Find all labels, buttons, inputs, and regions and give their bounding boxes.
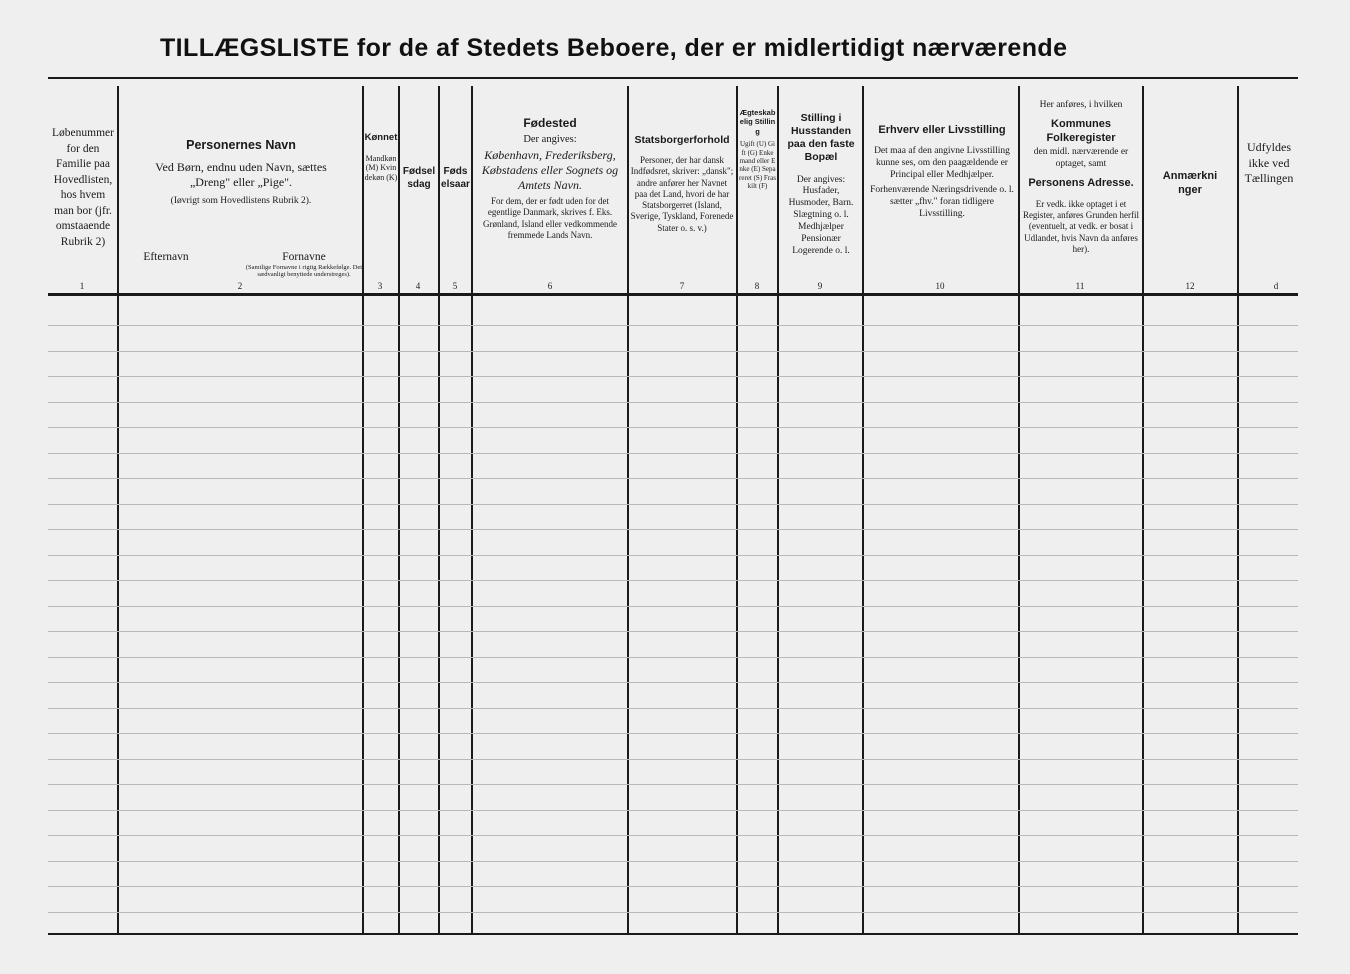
ruled-line xyxy=(48,912,1298,913)
column-divider xyxy=(777,86,779,934)
column-1-header: Løbenummer for den Familie paa Hovedlisten, hos hvem man bor (jfr. omstaaende Rubrik 2) xyxy=(52,127,114,248)
ruled-line xyxy=(48,325,1298,326)
column-9-header xyxy=(781,112,861,258)
ruled-line xyxy=(48,529,1298,530)
ruled-line xyxy=(48,427,1298,428)
column-3-header xyxy=(364,132,398,183)
title-part2: for de af Stedets Beboere, der er xyxy=(356,34,757,62)
bottom-rule xyxy=(48,933,1298,935)
column-8-body: Ugift (U) Gift (G) Enkemand eller Enke (E) Separeret (S) Fraskilt (F) xyxy=(739,140,776,191)
column-2-line3: (Iøvrigt som Hovedlistens Rubrik 2). xyxy=(170,195,312,206)
column-2-title: Personernes Navn xyxy=(186,138,296,152)
column-divider xyxy=(362,86,364,934)
column-divider xyxy=(1237,86,1239,934)
ruled-line xyxy=(48,580,1298,581)
title-part1: TILLÆGSLISTE xyxy=(160,34,350,62)
column-11-body: Er vedk. ikke optaget i et Register, anføres Grunden herfil (eventuelt, at vedk. er bosat i Udlandet, hvis Navn da anføres her). xyxy=(1022,198,1140,254)
column-2-line2: „Dreng" eller „Pige". xyxy=(189,174,293,189)
column-number: 5 xyxy=(452,281,458,291)
column-divider xyxy=(862,86,864,934)
column-divider xyxy=(1142,86,1144,934)
form-title xyxy=(160,34,1200,63)
column-number: d xyxy=(1273,281,1279,291)
column-10-body: Det maa af den angivne Livsstilling kunne ses, om den paagældende er Principal eller Medhjælper. xyxy=(874,145,1010,180)
ruled-line xyxy=(48,606,1298,607)
column-11-title2: Personens Adresse. xyxy=(1028,177,1134,190)
column-2-forenames-note: (Samtlige Fornavne i rigtig Rækkefølge. Det sædvanligt benyttede understreges). xyxy=(245,264,363,279)
column-divider xyxy=(627,86,629,934)
ruled-line xyxy=(48,504,1298,505)
column-11-title: Kommunes Folkeregister xyxy=(1046,117,1116,144)
column-number: 1 xyxy=(79,281,85,291)
column-4-header: Fødselsdag xyxy=(402,166,436,190)
column-6-header xyxy=(476,116,624,241)
ruled-line xyxy=(48,478,1298,479)
column-11-line1: den midl. nærværende er optaget, samt xyxy=(1033,147,1129,170)
column-d-header: Udfyldes ikke ved Tællingen xyxy=(1244,140,1294,186)
column-10-body2: Forhenværende Næringsdrivende o. l. sætter „fhv." foran tidligere Livsstilling. xyxy=(870,185,1014,220)
column-number: 12 xyxy=(1185,281,1195,291)
ruled-line xyxy=(48,861,1298,862)
ruled-line xyxy=(48,733,1298,734)
column-2-forenames-label: Fornavne xyxy=(282,251,326,263)
ruled-line xyxy=(48,835,1298,836)
column-number: 7 xyxy=(679,281,685,291)
title-part3: midlertidigt nærværende xyxy=(763,34,1068,62)
column-number: 8 xyxy=(754,281,760,291)
column-number: 11 xyxy=(1075,281,1085,291)
column-12-header: Anmærkninger xyxy=(1162,170,1218,196)
column-7-title: Statsborgerforhold xyxy=(634,134,730,146)
ruled-line xyxy=(48,708,1298,709)
column-divider xyxy=(398,86,400,934)
ruled-line xyxy=(48,402,1298,403)
ruled-line xyxy=(48,682,1298,683)
column-7-header xyxy=(630,134,734,234)
column-number: 6 xyxy=(547,281,553,291)
column-5-header: Fødselsaar xyxy=(441,166,470,190)
ruled-line xyxy=(48,351,1298,352)
column-3-body: Mandkøn (M) Kvindekøn (K) xyxy=(364,153,398,183)
ruled-line xyxy=(48,784,1298,785)
column-11-line0: Her anføres, i hvilken xyxy=(1039,100,1123,110)
column-3-title: Kønnet xyxy=(364,132,398,143)
ruled-line xyxy=(48,555,1298,556)
column-6-line2: København, Frederiksberg, Købstadens eller Sognets og Amtets Navn. xyxy=(481,148,619,193)
column-7-body: Personer, der har dansk Indfødsret, skriver: „dansk"; andre anfører her Navnet paa det Land, hvori de har Statsborgerret (Island, Sverige, Tyskland, Forenede Stater o. s. v.) xyxy=(630,155,734,233)
ruled-line xyxy=(48,759,1298,760)
column-divider xyxy=(736,86,738,934)
ruled-line xyxy=(48,886,1298,887)
column-number: 2 xyxy=(237,281,243,291)
column-10-header xyxy=(867,124,1017,221)
ruled-line xyxy=(48,453,1298,454)
column-6-line1: Der angives: xyxy=(523,134,577,145)
column-6-line3: For dem, der er født uden for det egentlige Danmark, skrives f. Eks. Grønland, Island eller vedkommende fremmede Lands Navn. xyxy=(483,196,617,240)
column-divider xyxy=(471,86,473,934)
ruled-line xyxy=(48,376,1298,377)
column-divider xyxy=(1018,86,1020,934)
column-number: 4 xyxy=(415,281,421,291)
column-8-title: Ægteskabelig Stilling xyxy=(739,108,776,136)
column-11-header xyxy=(1022,100,1140,255)
header-bottom-rule xyxy=(48,293,1298,296)
top-rule xyxy=(48,77,1298,79)
ruled-line xyxy=(48,657,1298,658)
column-number: 9 xyxy=(817,281,823,291)
column-2-line1: Ved Børn, endnu uden Navn, sættes xyxy=(155,159,327,174)
column-divider xyxy=(117,86,119,934)
column-8-header xyxy=(739,108,776,190)
column-9-title: Stilling i Husstanden paa den faste Bopæl xyxy=(787,112,855,164)
column-9-body: Der angives: Husfader, Husmoder, Barn. Slægtning o. l. Medhjælper Pensionær Logerende o. l. xyxy=(788,174,854,256)
column-divider xyxy=(438,86,440,934)
column-6-title: Fødested xyxy=(523,116,577,130)
ruled-line xyxy=(48,810,1298,811)
column-number: 3 xyxy=(377,281,383,291)
column-number: 10 xyxy=(935,281,945,291)
column-2-header xyxy=(122,138,360,208)
ruled-line xyxy=(48,631,1298,632)
column-10-title: Erhverv eller Livsstilling xyxy=(878,124,1006,136)
column-2-surname-label: Efternavn xyxy=(143,251,189,263)
